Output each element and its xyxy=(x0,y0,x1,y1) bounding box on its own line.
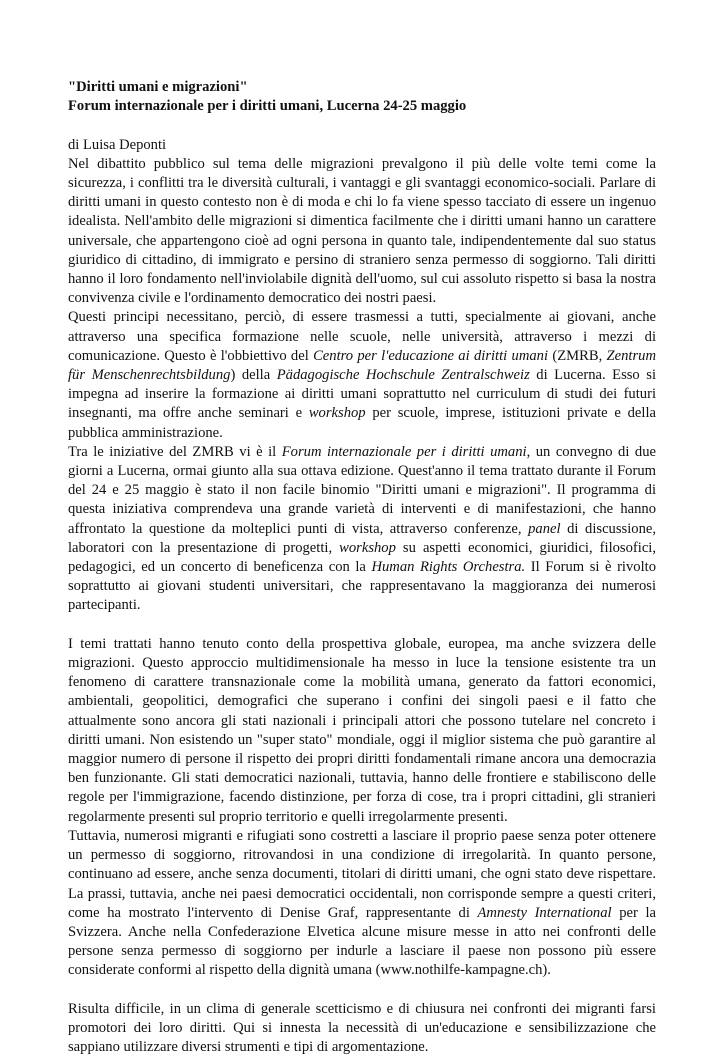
paragraph-3: Tra le iniziative del ZMRB vi è il Forum internazionale per i diritti umani, un convegno di due giorni a Lucerna, ormai giunto alla sua ottava edizione. Quest'anno il tema trattato durante il Forum del 24 e 25 maggio è stato il non facile binomio "Diritti umani e migrazioni". Il programma di questa iniziativa comprendeva una grande varietà di interventi e di manifestazioni, che hanno affrontato la questione da molteplici punti di vista, attraverso conferenze, panel di discussione, laboratori con la presentazione di progetti, workshop su aspetti economici, giuridici, filosofici, pedagogici, ed un concerto di beneficenza con la Human Rights Orchestra. Il Forum si è rivolto soprattutto ai giovani studenti universitari, che rappresentavano la maggioranza dei numerosi partecipanti. xyxy=(68,443,656,614)
italic-text: Human Rights Orchestra. xyxy=(371,559,526,576)
document-title: "Diritti umani e migrazioni" xyxy=(68,79,248,95)
title-block xyxy=(68,78,656,116)
italic-text: workshop xyxy=(308,405,366,422)
italic-text: Amnesty International xyxy=(477,904,612,921)
italic-text: Zentrum für Menschenrechtsbildung xyxy=(68,347,656,384)
paragraph-4: I temi trattati hanno tenuto conto della prospettiva globale, europea, ma anche svizzera delle migrazioni. Questo approccio multidimensionale ha messo in luce la tensione esistente tra un fenomeno di carattere transnazionale come la mobilità umana, generato da fattori economici, ambientali, geopolitici, demografici che superano i confini dei singoli paesi e il fatto che attualmente sono ancora gli stati nazionali i principali attori che possono tutelare nel concreto i diritti umani. Non esistendo un "super stato" mondiale, oggi il miglior sistema che può garantire al maggior numero di persone il rispetto dei propri diritti fondamentali rimane ancora una democrazia ben funzionante. Gli stati democratici nazionali, tuttavia, hanno delle frontiere e stabiliscono delle regole per l'immigrazione, facendo distinzione, per forza di cose, tra i propri cittadini, gli stranieri regolarmente presenti sul proprio territorio e quelli irregolarmente presenti. xyxy=(68,635,656,825)
author-line: di Luisa Deponti xyxy=(68,136,167,153)
spacer xyxy=(68,616,656,635)
spacer xyxy=(68,116,656,135)
paragraph-6: Risulta difficile, in un clima di generale scetticismo e di chiusura nei confronti dei migranti farsi promotori dei loro diritti. Qui si innesta la necessità di un'educazione e sensibilizzazione che sappiano utilizzare diversi strumenti e tipi di argomentazione. xyxy=(68,1000,656,1056)
italic-text: Centro per l'educazione ai diritti umani xyxy=(313,347,549,364)
italic-text: workshop xyxy=(339,539,396,556)
italic-text: Forum internazionale per i diritti umani xyxy=(281,443,527,460)
paragraph-5: Tuttavia, numerosi migranti e rifugiati sono costretti a lasciare il proprio paese senza poter ottenere un permesso di soggiorno, ritrovandosi in una condizione di irregolarità. In quanto persone, continuano ad essere, anche senza documenti, titolari di diritti umani, che ogni stato deve rispettare. La prassi, tuttavia, anche nei paesi democratici occidentali, non corrisponde sempre a questi criteri, come ha mostrato l'intervento di Denise Graf, rappresentante di Amnesty International per la Svizzera. Anche nella Confederazione Elvetica alcune misure messe in atto nei confronti delle persone senza permesso di soggiorno per indurle a lasciare il paese non possono più essere considerate conformi al rispetto della dignità umana (www.nothilfe-kampagne.ch). xyxy=(68,827,656,979)
paragraph-2: Questi principi necessitano, perciò, di essere trasmessi a tutti, specialmente ai giovani, anche attraverso una specifica formazione nelle scuole, nelle università, attraverso i mezzi di comunicazione. Questo è l'obbiettivo del Centro per l'educazione ai diritti umani (ZMRB, Zentrum für Menschenrechtsbildung) della Pädagogische Hochschule Zentralschweiz di Lucerna. Esso si impegna ad inserire la formazione ai diritti umani soprattutto nel curriculum di studi dei futuri insegnanti, ma offre anche seminari e workshop per scuole, imprese, istituzioni private e della pubblica amministrazione. xyxy=(68,309,656,441)
italic-text: panel xyxy=(528,520,561,537)
spacer xyxy=(68,981,656,1000)
paragraph-1: Nel dibattito pubblico sul tema delle migrazioni prevalgono il più delle volte temi come la sicurezza, i conflitti tra le diversità culturali, i vantaggi e gli svantaggi economico-sociali. Parlare di diritti umani in questo contesto non è di moda e chi lo fa viene spesso tacciato di essere un ingenuo idealista. Nell'ambito delle migrazioni si dimentica facilmente che i diritti umani hanno un carattere universale, che appartengono cioè ad ogni persona in quanto tale, indipendentemente dal suo status giuridico di cittadino, di immigrato e persino di straniero senza permesso di soggiorno. Tali diritti hanno il loro fondamento nell'inviolabile dignità dell'uomo, sul cui assoluto rispetto si basa la nostra convivenza civile e l'ordinamento democratico dei nostri paesi. xyxy=(68,155,656,307)
document-subtitle: Forum internazionale per i diritti umani, Lucerna 24-25 maggio xyxy=(68,98,467,115)
document-page xyxy=(68,78,656,1057)
italic-text: Pädagogische Hochschule Zentralschweiz xyxy=(276,367,530,384)
